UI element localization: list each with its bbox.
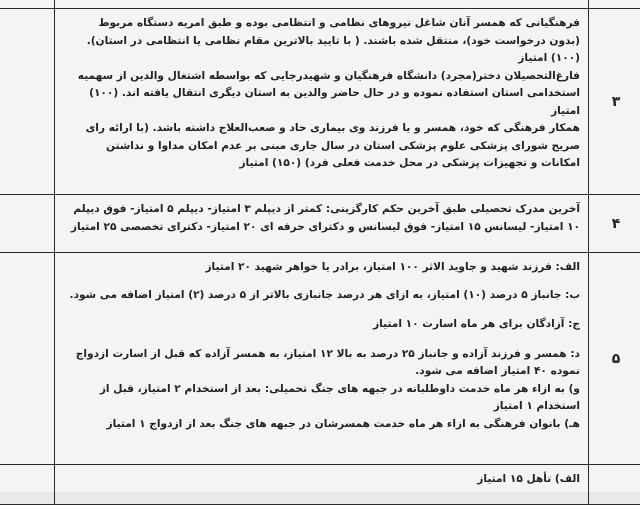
criterion-text: الف: فرزند شهید و جاوید الاثر ۱۰۰ امتیاز، برادر یا خواهر شهید ۲۰ امتیاز xyxy=(65,259,580,277)
row-number xyxy=(589,465,640,505)
table-row xyxy=(0,0,640,9)
criterion-text: ج: آزادگان برای هر ماه اسارت ۱۰ امتیاز xyxy=(65,316,580,334)
table-row xyxy=(0,465,640,505)
criterion-text: ب: جانباز ۵ درصد (۱۰) امتیاز، به ازای هر درصد جانبازی بالاتر از ۵ درصد (۲) امتیاز اضافه می شود. xyxy=(65,287,580,305)
row-number: ۴ xyxy=(589,195,640,253)
row-number: ۵ xyxy=(589,253,640,465)
row-content xyxy=(55,195,589,253)
table-row xyxy=(0,253,640,465)
criterion-text: و) به ازاء هر ماه خدمت داوطلبانه در جبهه های جنگ تحمیلی: بعد از استخدام ۲ امتیاز، قبل از استخدام ۱ امتیاز xyxy=(65,381,580,416)
row-content xyxy=(55,0,589,9)
criterion-text: فارغ‌التحصیلان دختر(مجرد) دانشگاه فرهنگیان و شهیدرجایی که بواسطه اشتغال والدین از سهمیه استخدامی استان استفاده نموده و در حال حاضر والدین به استان دیگری انتقال یافته اند. (۱۰۰) امتیاز xyxy=(65,68,580,121)
table-row xyxy=(0,195,640,253)
row-number xyxy=(589,0,640,9)
criterion-text: هـ) بانوان فرهنگی به ازاء هر ماه خدمت همسرشان در جبهه های جنگ بعد از ازدواج ۱ امتیاز xyxy=(65,416,580,434)
criterion-text: د: همسر و فرزند آزاده و جانباز ۲۵ درصد به بالا ۱۲ امتیاز، به همسر آزاده که قبل از اسارت ازدواج نموده ۴۰ امتیاز اضافه می شود. xyxy=(65,346,580,381)
row-content xyxy=(55,465,589,505)
row-content xyxy=(55,253,589,465)
table-row xyxy=(0,9,640,195)
criterion-text: آخرین مدرک تحصیلی طبق آخرین حکم کارگزینی: کمتر از دیپلم ۳ امتیاز- دیپلم ۵ امتیاز- فوق دیپلم ۱۰ امتیاز- لیسانس ۱۵ امتیاز- فوق لیسانس و دکترای حرفه ای ۲۰ امتیاز- دکترای تخصصی ۲۵ امتیاز xyxy=(65,201,580,236)
row-number: ۳ xyxy=(589,9,640,195)
criterion-text: فرهنگیانی که همسر آنان شاغل نیروهای نظامی و انتظامی بوده و طبق امریه دستگاه مربوط (بدون درخواست خود)، منتقل شده باشند. ( با تایید بالاترین مقام نظامی یا انتظامی در استان). (۱۰۰) امتیاز xyxy=(65,15,580,68)
row-content xyxy=(55,9,589,195)
criterion-text: الف) تأهل ۱۵ امتیاز xyxy=(65,471,580,489)
criterion-text: همکار فرهنگی که خود، همسر و یا فرزند وی بیماری حاد و صعب‌العلاج داشته باشد. (با ارائه رای صریح شورای پزشکی علوم پزشکی استان در سال جاری مبنی بر عدم امکان مداوا و نداشتن امکانات و تجهیزات پزشکی در محل خدمت فعلی فرد) (۱۵۰) امتیاز xyxy=(65,120,580,173)
